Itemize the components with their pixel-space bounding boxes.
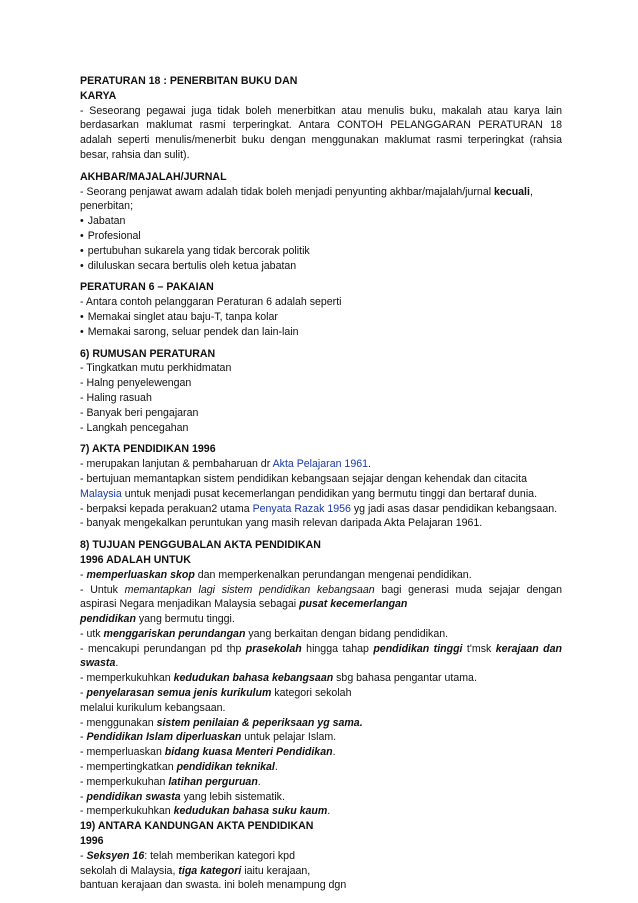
paragraph-line	[80, 775, 562, 790]
emphasis-text: memantapkan lagi sistem pendidikan kebangsaan	[124, 583, 375, 596]
text-run: sekolah di Malaysia,	[80, 864, 179, 877]
text-run: - Untuk	[80, 583, 125, 596]
text-run: .	[327, 805, 331, 818]
emphasis-text: pendidikan tinggi	[373, 642, 463, 655]
text-run: kategori sekolah	[271, 687, 352, 700]
text-run: untuk pelajar Islam.	[241, 731, 337, 744]
list-item: - Halng penyelewengan	[80, 377, 192, 390]
section-heading: AKHBAR/MAJALAH/JURNAL	[80, 170, 227, 183]
list-item: • pertubuhan sukarela yang tidak bercorak politik	[80, 244, 562, 259]
emphasis-text: kedudukan bahasa suku kaum	[173, 805, 328, 818]
emphasis-text: pusat kecemerlangan	[299, 598, 408, 611]
section-heading: PERATURAN 18 : PENERBITAN BUKU DAN	[80, 75, 298, 87]
paragraph-line: besar, rahsia dan sulit).	[80, 148, 190, 161]
paragraph-line	[80, 790, 562, 805]
section-heading: PERATURAN 6 – PAKAIAN	[80, 281, 214, 294]
paragraph-line	[80, 627, 562, 642]
paragraph-line	[80, 487, 562, 502]
paragraph-line	[80, 804, 562, 819]
emphasis-text: memperluaskan skop	[86, 568, 195, 581]
paragraph-line: - Antara contoh pelanggaran Peraturan 6 adalah seperti	[80, 296, 342, 309]
text-run: yang bermutu tinggi.	[135, 613, 235, 626]
text-run: aspirasi Negara menjadikan Malaysia sebagai	[80, 598, 300, 611]
list-item: - Banyak beri pengajaran	[80, 406, 199, 419]
paragraph-line	[80, 656, 562, 671]
section-rumusan	[80, 347, 562, 436]
emphasis-text: Pendidikan Islam diperluaskan	[86, 731, 242, 744]
paragraph-line	[80, 502, 562, 517]
section-heading-cont: 1996	[80, 835, 104, 848]
text-run: - merupakan lanjutan & pembaharuan dr	[80, 458, 273, 471]
paragraph-line	[80, 671, 562, 686]
emphasis-text: Seksyen 16	[86, 849, 145, 862]
section-peraturan-6	[80, 280, 562, 339]
list-item: • Profesional	[80, 229, 562, 244]
emphasis-text: pendidikan teknikal	[176, 761, 275, 774]
list-item: • diluluskan secara bertulis oleh ketua jabatan	[80, 259, 562, 274]
paragraph-line	[80, 568, 562, 583]
text-run: sbg bahasa pengantar utama.	[333, 672, 477, 685]
list-item: • Memakai singlet atau baju-T, tanpa kolar	[80, 310, 562, 325]
section-heading: 7) AKTA PENDIDIKAN 1996	[80, 443, 216, 456]
text-run: .	[368, 458, 371, 471]
paragraph-line	[80, 597, 562, 612]
section-heading: 19) ANTARA KANDUNGAN AKTA PENDIDIKAN	[80, 820, 314, 833]
paragraph-line: - Seseorang pegawai juga tidak boleh menerbitkan atau menulis buku, makalah atau karya lain	[80, 104, 562, 117]
section-heading-cont: KARYA	[80, 89, 117, 102]
malaysia-link[interactable]: Malaysia	[80, 487, 122, 500]
section-akhbar	[80, 170, 562, 274]
section-heading: 8) TUJUAN PENGGUBALAN AKTA PENDIDIKAN	[80, 539, 321, 552]
text-run: - mencakupi perundangan pd thp	[80, 642, 246, 655]
text-run: .	[257, 775, 261, 788]
emphasis-text: tiga kategori	[178, 864, 242, 877]
text-run: .	[274, 761, 278, 774]
paragraph-line: berdasarkan maklumat rasmi terperingkat. Antara CONTOH PELANGGARAN PERATURAN 18	[80, 119, 562, 132]
text-run: -	[80, 687, 87, 700]
paragraph-line: bantuan kerajaan dan swasta. ini boleh menampung dgn	[80, 879, 347, 892]
text-run: yang lebih sistematik.	[180, 790, 285, 803]
paragraph-line	[80, 583, 562, 598]
text-run: - berpaksi kepada perakuan2 utama	[80, 502, 253, 515]
text-run: : telah memberikan kategori kpd	[144, 849, 295, 862]
emphasis-text: kedudukan bahasa kebangsaan	[173, 672, 334, 685]
text-run: ,	[529, 185, 533, 198]
section-peraturan-18	[80, 74, 562, 163]
paragraph-line	[80, 745, 562, 760]
section-akta-pendidikan	[80, 442, 562, 531]
paragraph-line: melalui kurikulum kebangsaan.	[80, 701, 226, 714]
paragraph-line	[80, 730, 562, 745]
text-run: bagi generasi muda sejajar dengan	[381, 583, 562, 596]
paragraph-line	[80, 185, 562, 200]
text-run: -	[80, 568, 87, 581]
text-run: - mempertingkatkan	[80, 761, 177, 774]
section-tujuan	[80, 538, 562, 819]
paragraph-line: - bertujuan memantapkan sistem pendidikan kebangsaan sejajar dengan kehendak dan citacita	[80, 472, 527, 485]
emphasis-text: bidang kuasa Menteri Pendidikan	[164, 746, 333, 759]
paragraph-line	[80, 864, 562, 879]
emphasis-text: penyelarasan semua jenis kurikulum	[86, 687, 272, 700]
text-run: - memperkukuhkan	[80, 805, 174, 818]
paragraph-line	[80, 612, 562, 627]
text-run: untuk menjadi pusat kecemerlangan pendidikan yang bermutu tinggi dan bertaraf dunia.	[121, 487, 538, 500]
text-run: - Seorang penjawat awam adalah tidak boleh menjadi penyunting akhbar/majalah/jurnal	[80, 185, 495, 198]
text-run: - memperkukuhkan	[80, 672, 174, 685]
emphasis-text: latihan perguruan	[168, 775, 258, 788]
emphasis-text: pendidikan swasta	[86, 790, 181, 803]
list-item: • Jabatan	[80, 214, 562, 229]
text-run: .	[115, 657, 119, 670]
emphasis-text: sistem penilaian & peperiksaan yg sama.	[156, 716, 363, 729]
emphasis-text: swasta	[80, 657, 116, 670]
text-run: hingga tahap	[306, 642, 374, 655]
paragraph-line	[80, 457, 562, 472]
text-run: - memperkukuhan	[80, 775, 169, 788]
text-run: yang berkaitan dengan bidang pendidikan.	[245, 627, 449, 640]
text-run: dan memperkenalkan perundangan mengenai pendidikan.	[194, 568, 472, 581]
list-item: • Memakai sarong, seluar pendek dan lain-lain	[80, 325, 562, 340]
document-page	[80, 74, 562, 893]
paragraph-line	[80, 642, 562, 657]
paragraph-line	[80, 686, 562, 701]
section-kandungan	[80, 819, 562, 893]
list-item: - Tingkatkan mutu perkhidmatan	[80, 362, 232, 375]
text-run: - menggunakan	[80, 716, 157, 729]
paragraph-line: penerbitan;	[80, 200, 134, 213]
akta-pelajaran-link[interactable]: Akta Pelajaran 1961	[272, 458, 368, 471]
paragraph-line	[80, 716, 562, 731]
list-item: - Langkah pencegahan	[80, 421, 189, 434]
paragraph-line	[80, 849, 562, 864]
text-run: - utk	[80, 627, 104, 640]
text-run: iaitu kerajaan,	[241, 864, 311, 877]
emphasis-text: menggariskan perundangan	[103, 627, 246, 640]
text-run: -	[80, 849, 87, 862]
section-heading-cont: 1996 ADALAH UNTUK	[80, 553, 191, 566]
paragraph-line: - banyak mengekalkan peruntukan yang masih relevan daripada Akta Pelajaran 1961.	[80, 517, 483, 530]
text-run: yg jadi asas dasar pendidikan kebangsaan.	[350, 502, 558, 515]
text-run: .	[332, 746, 336, 759]
emphasis-text: kerajaan dan	[495, 642, 562, 655]
text-run: - memperluaskan	[80, 746, 165, 759]
paragraph-line: adalah seperti menulis/menerbit buku dengan menggunakan maklumat rasmi terperingkat (rahsia	[80, 134, 562, 147]
text-run: -	[80, 790, 87, 803]
emphasis-text: prasekolah	[245, 642, 302, 655]
list-item: - Haling rasuah	[80, 391, 152, 404]
penyata-razak-link[interactable]: Penyata Razak 1956	[252, 502, 351, 515]
text-run: t'msk	[466, 642, 496, 655]
text-run: -	[80, 731, 87, 744]
emphasis-text: kecuali	[494, 185, 530, 198]
paragraph-line	[80, 760, 562, 775]
section-heading: 6) RUMUSAN PERATURAN	[80, 347, 216, 360]
emphasis-text: pendidikan	[80, 613, 136, 626]
